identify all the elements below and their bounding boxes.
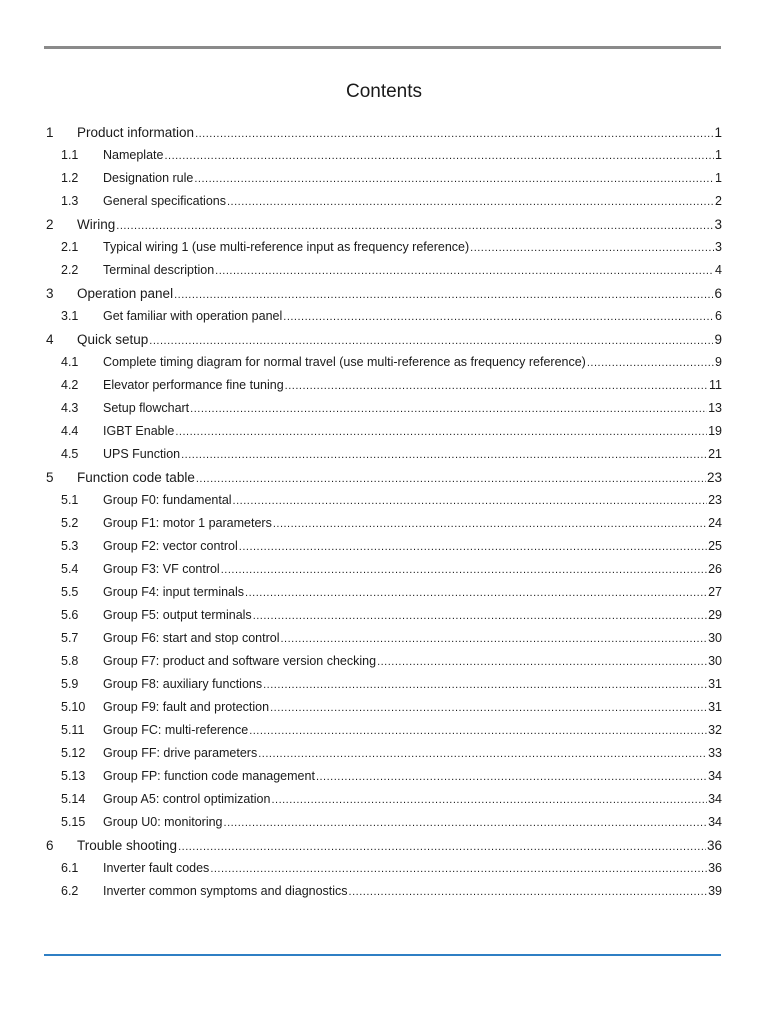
toc-entry[interactable] — [44, 236, 722, 259]
dot-leader — [227, 191, 714, 214]
toc-entry-body — [103, 673, 722, 697]
toc-entry-title: Product information — [77, 125, 195, 140]
toc-entry-title: Inverter fault codes — [103, 861, 210, 875]
toc-entry[interactable] — [44, 466, 722, 489]
toc-entry-number: 2.2 — [61, 263, 79, 277]
toc-entry-page-number: 34 — [708, 815, 722, 829]
toc-entry-number: 5.6 — [61, 608, 79, 622]
toc-entry-title: Group U0: monitoring — [103, 815, 223, 829]
toc-entry-title: Typical wiring 1 (use multi-reference input as frequency reference) — [103, 240, 470, 254]
toc-entry-page-number: 25 — [708, 539, 722, 553]
toc-entry-number: 5.9 — [61, 677, 79, 691]
toc-entry[interactable] — [44, 558, 722, 581]
toc-entry-number: 5.8 — [61, 654, 79, 668]
toc-entry-page-number: 11 — [709, 378, 722, 392]
toc-entry-number: 1 — [46, 125, 54, 140]
toc-entry[interactable] — [44, 788, 722, 811]
toc-entry-body — [103, 535, 722, 559]
dot-leader — [149, 330, 713, 353]
toc-entry-title: IGBT Enable — [103, 424, 175, 438]
toc-entry-number: 4.1 — [61, 355, 79, 369]
toc-entry[interactable] — [44, 144, 722, 167]
toc-entry-page-number: 9 — [714, 332, 722, 347]
page-title: Contents — [345, 81, 423, 102]
toc-entry-body — [103, 765, 722, 789]
toc-entry-body — [103, 627, 722, 651]
toc-entry-number: 5.12 — [61, 746, 86, 760]
toc-entry-number: 5.15 — [61, 815, 86, 829]
toc-entry-title: Group FF: drive parameters — [103, 746, 258, 760]
toc-entry-body — [77, 121, 722, 146]
dot-leader — [273, 513, 707, 536]
toc-entry-page-number: 3 — [714, 217, 722, 232]
toc-entry[interactable] — [44, 627, 722, 650]
toc-entry-page-number: 23 — [708, 493, 722, 507]
toc-entry-body — [103, 374, 722, 398]
toc-entry-page-number: 26 — [708, 562, 722, 576]
toc-entry-title: Trouble shooting — [77, 838, 178, 853]
toc-entry-body — [103, 811, 722, 835]
dot-leader — [253, 605, 707, 628]
dot-leader — [221, 559, 707, 582]
dot-leader — [258, 743, 707, 766]
toc-entry-title: Group FP: function code management — [103, 769, 315, 783]
dot-leader — [280, 628, 707, 651]
toc-entry-title: Inverter common symptoms and diagnostics — [103, 884, 348, 898]
toc-entry[interactable] — [44, 880, 722, 903]
toc-entry-title: Nameplate — [103, 148, 164, 162]
toc-entry-number: 4.5 — [61, 447, 79, 461]
toc-entry-title: Wiring — [77, 217, 116, 232]
toc-entry-title: Quick setup — [77, 332, 149, 347]
toc-entry-number: 5.3 — [61, 539, 79, 553]
toc-entry-page-number: 6 — [714, 286, 722, 301]
dot-leader — [239, 536, 707, 559]
toc-entry-number: 5.1 — [61, 493, 79, 507]
toc-entry[interactable] — [44, 374, 722, 397]
toc-entry-body — [103, 236, 722, 260]
toc-entry-page-number: 19 — [708, 424, 722, 438]
toc-entry-title: Operation panel — [77, 286, 174, 301]
toc-entry-body — [103, 696, 722, 720]
toc-entry-title: Group F6: start and stop control — [103, 631, 280, 645]
toc-entry[interactable] — [44, 673, 722, 696]
toc-entry[interactable] — [44, 121, 722, 144]
toc-entry-body — [103, 604, 722, 628]
toc-entry-number: 4.4 — [61, 424, 79, 438]
toc-entry-body — [103, 788, 722, 812]
toc-entry-number: 5 — [46, 470, 54, 485]
toc-entry-page-number: 34 — [708, 769, 722, 783]
toc-entry-number: 4.2 — [61, 378, 79, 392]
dot-leader — [271, 789, 707, 812]
toc-entry-page-number: 31 — [708, 700, 722, 714]
toc-entry-body — [103, 650, 722, 674]
toc-entry-page-number: 27 — [708, 585, 722, 599]
toc-entry-body — [103, 397, 722, 421]
dot-leader — [196, 468, 706, 491]
toc-entry[interactable] — [44, 512, 722, 535]
toc-entry-page-number: 3 — [715, 240, 722, 254]
toc-entry[interactable] — [44, 167, 722, 190]
toc-entry-number: 2.1 — [61, 240, 79, 254]
toc-entry[interactable] — [44, 351, 722, 374]
toc-entry-title: Group F8: auxiliary functions — [103, 677, 263, 691]
dot-leader — [178, 836, 706, 859]
toc-entry[interactable] — [44, 742, 722, 765]
toc-entry[interactable] — [44, 213, 722, 236]
toc-entry[interactable] — [44, 834, 722, 857]
toc-entry[interactable] — [44, 397, 722, 420]
toc-entry-title: Group F3: VF control — [103, 562, 220, 576]
toc-entry-body — [103, 719, 722, 743]
toc-entry-body — [77, 213, 722, 238]
toc-entry-page-number: 21 — [708, 447, 722, 461]
toc-entry-page-number: 13 — [708, 401, 722, 415]
toc-entry-body — [103, 167, 722, 191]
toc-entry-title: Group F1: motor 1 parameters — [103, 516, 272, 530]
toc-entry-number: 5.5 — [61, 585, 79, 599]
toc-entry[interactable] — [44, 420, 722, 443]
toc-entry-title: Complete timing diagram for normal travel (use multi-reference as frequency reference) — [103, 355, 586, 369]
toc-entry-number: 6.2 — [61, 884, 79, 898]
toc-entry-body — [103, 259, 722, 283]
footer-rule — [44, 954, 721, 956]
toc-entry-page-number: 36 — [706, 838, 722, 853]
toc-entry[interactable] — [44, 443, 722, 466]
dot-leader — [215, 260, 714, 283]
toc-entry-body — [77, 282, 722, 307]
toc-entry-page-number: 32 — [708, 723, 722, 737]
toc-entry[interactable] — [44, 719, 722, 742]
toc-entry-page-number: 1 — [714, 125, 722, 140]
toc-entry-title: Setup flowchart — [103, 401, 190, 415]
toc-entry-number: 5.11 — [61, 723, 85, 737]
toc-entry[interactable] — [44, 696, 722, 719]
dot-leader — [233, 490, 708, 513]
toc-entry-title: UPS Function — [103, 447, 181, 461]
toc-entry-title: Get familiar with operation panel — [103, 309, 283, 323]
dot-leader — [263, 674, 707, 697]
toc-entry-number: 2 — [46, 217, 54, 232]
toc-entry-body — [103, 190, 722, 214]
toc-entry-title: General specifications — [103, 194, 226, 208]
toc-entry[interactable] — [44, 305, 722, 328]
dot-leader — [587, 352, 714, 375]
toc-entry-title: Group F0: fundamental — [103, 493, 232, 507]
toc-entry-number: 4.3 — [61, 401, 79, 415]
toc-entry-page-number: 1 — [715, 171, 722, 185]
toc-entry-body — [103, 489, 722, 513]
toc-entry[interactable] — [44, 811, 722, 834]
toc-entry[interactable] — [44, 857, 722, 880]
toc-entry[interactable] — [44, 535, 722, 558]
dot-leader — [174, 284, 713, 307]
toc-entry-number: 4 — [46, 332, 54, 347]
toc-entry-body — [77, 834, 722, 859]
toc-entry-number: 1.3 — [61, 194, 79, 208]
toc-entry-title: Designation rule — [103, 171, 194, 185]
toc-entry[interactable] — [44, 650, 722, 673]
toc-entry-body — [103, 305, 722, 329]
toc-entry-page-number: 30 — [708, 654, 722, 668]
toc-entry-page-number: 30 — [708, 631, 722, 645]
dot-leader — [349, 881, 708, 904]
toc-entry-number: 5.7 — [61, 631, 79, 645]
toc-entry-page-number: 31 — [708, 677, 722, 691]
toc-entry-body — [103, 581, 722, 605]
toc-entry-number: 5.4 — [61, 562, 79, 576]
toc-entry[interactable] — [44, 581, 722, 604]
dot-leader — [210, 858, 707, 881]
toc-entry-page-number: 9 — [715, 355, 722, 369]
dot-leader — [181, 444, 707, 467]
dot-leader — [249, 720, 707, 743]
toc-entry-number: 3 — [46, 286, 54, 301]
dot-leader — [195, 123, 713, 146]
dot-leader — [164, 145, 714, 168]
toc-entry-number: 5.2 — [61, 516, 79, 530]
toc-entry-title: Group F5: output terminals — [103, 608, 252, 622]
toc-entry-title: Group F7: product and software version checking — [103, 654, 377, 668]
toc-entry-title: Function code table — [77, 470, 195, 485]
toc-entry[interactable] — [44, 282, 722, 305]
table-of-contents — [44, 121, 722, 903]
toc-entry-number: 5.10 — [61, 700, 86, 714]
toc-entry-number: 5.14 — [61, 792, 86, 806]
dot-leader — [285, 375, 708, 398]
toc-entry-number: 6 — [46, 838, 54, 853]
toc-entry[interactable] — [44, 259, 722, 282]
toc-entry-number: 3.1 — [61, 309, 79, 323]
dot-leader — [283, 306, 714, 329]
toc-entry-page-number: 29 — [708, 608, 722, 622]
toc-entry-body — [103, 443, 722, 467]
toc-entry-body — [103, 512, 722, 536]
toc-entry-page-number: 24 — [708, 516, 722, 530]
toc-entry-page-number: 36 — [708, 861, 722, 875]
toc-entry-body — [103, 558, 722, 582]
toc-entry-number: 1.2 — [61, 171, 79, 185]
toc-entry-title: Group F9: fault and protection — [103, 700, 270, 714]
toc-entry-body — [103, 742, 722, 766]
toc-entry-body — [77, 328, 722, 353]
toc-entry-title: Terminal description — [103, 263, 215, 277]
toc-entry-body — [103, 880, 722, 904]
dot-leader — [316, 766, 707, 789]
toc-entry-title: Elevator performance fine tuning — [103, 378, 284, 392]
header-rule — [44, 46, 721, 49]
dot-leader — [175, 421, 707, 444]
toc-entry[interactable] — [44, 765, 722, 788]
toc-entry[interactable] — [44, 489, 722, 512]
toc-entry-page-number: 6 — [715, 309, 722, 323]
toc-entry-body — [103, 857, 722, 881]
dot-leader — [224, 812, 708, 835]
toc-entry-body — [77, 466, 722, 491]
dot-leader — [116, 215, 713, 238]
toc-entry[interactable] — [44, 328, 722, 351]
toc-entry-number: 1.1 — [61, 148, 79, 162]
dot-leader — [190, 398, 707, 421]
dot-leader — [245, 582, 707, 605]
dot-leader — [377, 651, 707, 674]
dot-leader — [270, 697, 707, 720]
toc-entry-page-number: 4 — [715, 263, 722, 277]
toc-entry-page-number: 1 — [715, 148, 722, 162]
toc-entry-page-number: 2 — [715, 194, 722, 208]
toc-entry-body — [103, 144, 722, 168]
toc-entry-body — [103, 351, 722, 375]
toc-entry[interactable] — [44, 604, 722, 627]
toc-entry-page-number: 34 — [708, 792, 722, 806]
toc-entry-page-number: 33 — [708, 746, 722, 760]
toc-entry-page-number: 39 — [708, 884, 722, 898]
toc-entry[interactable] — [44, 190, 722, 213]
toc-entry-title: Group F2: vector control — [103, 539, 238, 553]
toc-entry-body — [103, 420, 722, 444]
toc-entry-title: Group A5: control optimization — [103, 792, 271, 806]
dot-leader — [470, 237, 714, 260]
toc-entry-number: 5.13 — [61, 769, 86, 783]
toc-entry-title: Group F4: input terminals — [103, 585, 245, 599]
dot-leader — [194, 168, 714, 191]
toc-entry-number: 6.1 — [61, 861, 79, 875]
toc-entry-title: Group FC: multi-reference — [103, 723, 249, 737]
toc-entry-page-number: 23 — [706, 470, 722, 485]
